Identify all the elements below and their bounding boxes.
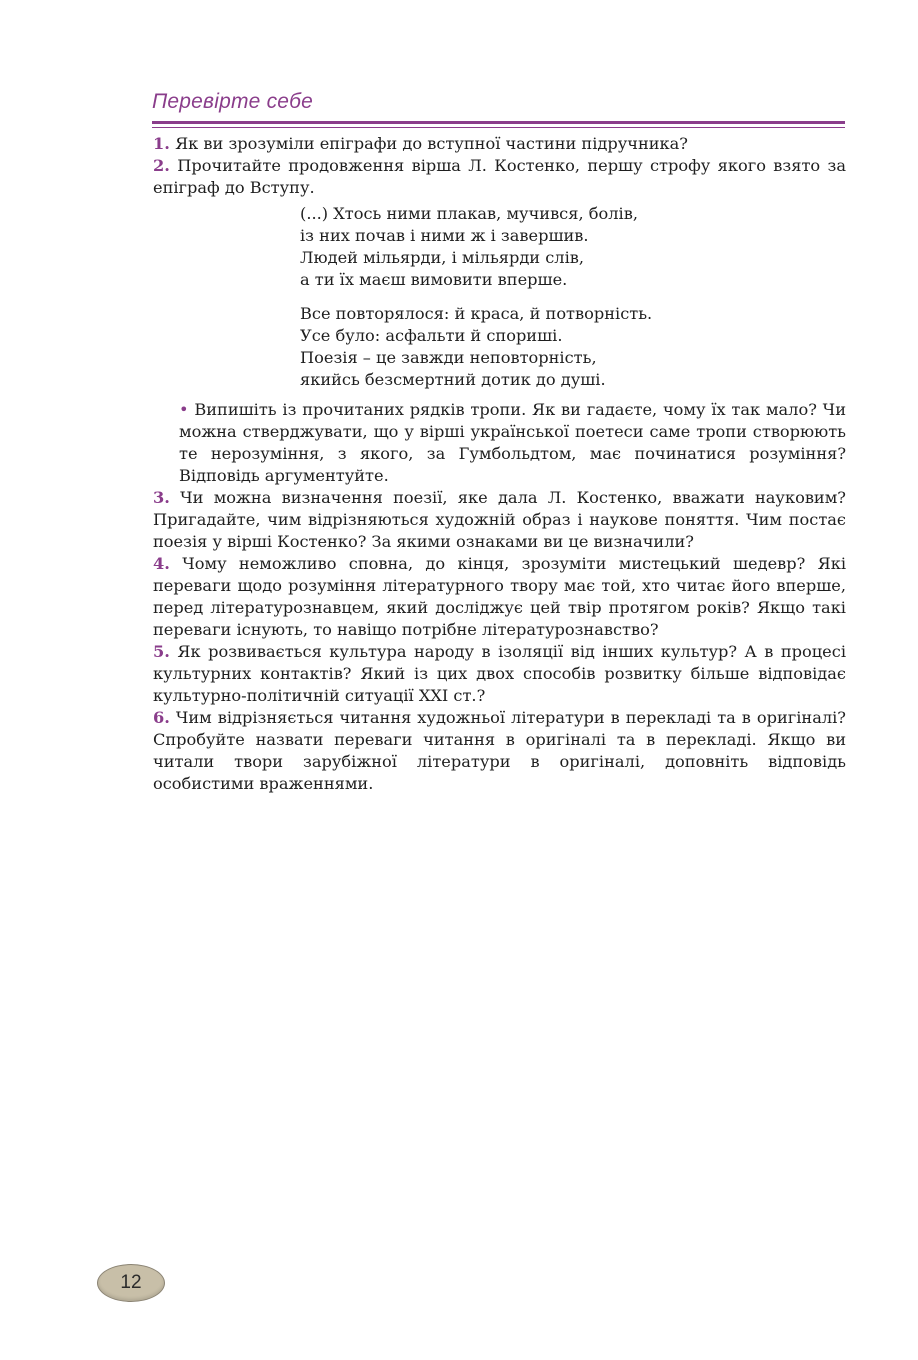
poem-line: із них почав і ними ж і завершив. xyxy=(300,226,589,245)
question-text: Чим відрізняється читання художньої літератури в перекладі та в оригіналі? Спробуйте назвати переваги читання в оригіналі та в перекладі. Якщо ви читали твори зарубіжної літератури в оригіналі, доповніть відповідь особистими враженнями. xyxy=(153,708,846,793)
task-text: Випишіть із прочитаних рядків тропи. Як ви гадаєте, чому їх так мало? Чи можна стверджувати, що у вірші української поетеси саме тропи створюють те нерозуміння, з якого, за Гумбольдтом, має починатися розуміння? Відповідь аргументуйте. xyxy=(179,400,846,485)
heading-rule-thick xyxy=(152,121,845,124)
poem-line: (...) Хтось ними плакав, мучився, болів, xyxy=(300,204,638,223)
question-text: Як ви зрозуміли епіграфи до вступної частини підручника? xyxy=(175,134,688,153)
question-number: 3. xyxy=(153,488,170,507)
poem-stanza-2 xyxy=(300,303,846,391)
bullet-icon: • xyxy=(179,400,189,419)
question-number: 4. xyxy=(153,554,170,573)
question-text: Прочитайте продовження вірша Л. Костенко, першу строфу якого взято за епіграф до Вступу. xyxy=(153,156,846,197)
question-number: 6. xyxy=(153,708,170,727)
question-5 xyxy=(153,641,846,707)
poem-stanza-1 xyxy=(300,203,846,291)
question-text: Як розвивається культура народу в ізоляції від інших культур? А в процесі культурних контактів? Який із цих двох способів розвитку більше відповідає культурно-політичній ситуації XXI ст.? xyxy=(153,642,846,705)
poem-line: якийсь безсмертний дотик до душі. xyxy=(300,370,606,389)
section-heading: Перевірте себе xyxy=(152,90,314,113)
question-text: Чи можна визначення поезії, яке дала Л. Костенко, вважати науковим? Пригадайте, чим відрізняються художній образ і наукове поняття. Чим постає поезія у вірші Костенко? За якими ознаками ви це визначили? xyxy=(153,488,846,551)
page-number-badge: 12 xyxy=(97,1264,165,1302)
poem xyxy=(300,203,846,391)
question-number: 1. xyxy=(153,134,170,153)
question-2 xyxy=(153,155,846,199)
question-text: Чому неможливо сповна, до кінця, зрозуміти мистецький шедевр? Які переваги щодо розуміння літературного твору має той, хто читає його вперше, перед літературознавцем, який досліджує цей твір протягом років? Якщо такі переваги існують, то навіщо потрібне літературознавство? xyxy=(153,554,846,639)
heading-rule-thin xyxy=(152,127,845,128)
poem-line: а ти їх маєш вимовити вперше. xyxy=(300,270,568,289)
question-3 xyxy=(153,487,846,553)
question-6 xyxy=(153,707,846,795)
poem-line: Усе було: асфальти й спориші. xyxy=(300,326,563,345)
poem-line: Все повторялося: й краса, й потворність. xyxy=(300,304,653,323)
question-1 xyxy=(153,133,846,155)
question-4 xyxy=(153,553,846,641)
questions-block xyxy=(153,133,846,795)
question-number: 5. xyxy=(153,642,170,661)
question-number: 2. xyxy=(153,156,170,175)
poem-line: Людей мільярди, і мільярди слів, xyxy=(300,248,585,267)
task-item xyxy=(179,399,846,487)
poem-line: Поезія – це завжди неповторність, xyxy=(300,348,597,367)
